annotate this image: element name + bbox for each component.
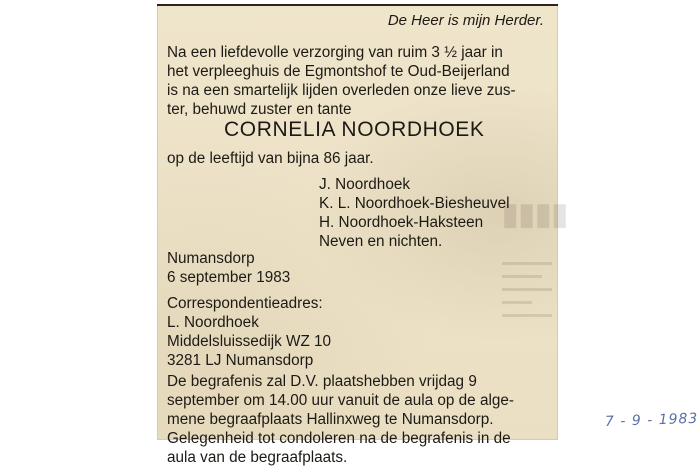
motto: De Heer is mijn Herder. <box>387 12 544 29</box>
family-member: J. Noordhoek <box>319 176 410 193</box>
age-line: op de leeftijd van bijna 86 jaar. <box>167 150 374 167</box>
funeral-line: De begrafenis zal D.V. plaatshebben vrijdag 9 <box>167 373 477 390</box>
correspondence-heading: Correspondentieadres: <box>167 295 323 312</box>
family-member: H. Noordhoek-Haksteen <box>319 214 484 231</box>
intro-line: het verpleeghuis de Egmontshof te Oud-Beijerland <box>167 63 510 80</box>
intro-line: Na een liefdevolle verzorging van ruim 3 ½ jaar in <box>167 44 503 61</box>
funeral-line: mene begraafplaats Hallinxweg te Numansdorp. <box>167 411 494 428</box>
funeral-line: Gelegenheid tot condoleren na de begrafenis in de <box>167 430 511 447</box>
intro-line: ter, behuwd zuster en tante <box>167 101 352 118</box>
correspondence-line: L. Noordhoek <box>167 314 259 331</box>
funeral-line: aula van de begraafplaats. <box>167 449 348 466</box>
correspondence-line: 3281 LJ Numansdorp <box>167 352 314 369</box>
family-member: Neven en nichten. <box>319 233 443 250</box>
handwritten-date: 7 - 9 - 1983 <box>604 410 699 430</box>
top-rule <box>157 4 558 6</box>
date: 6 september 1983 <box>167 269 291 286</box>
funeral-line: september om 14.00 uur vanuit de aula op de alge- <box>167 392 514 409</box>
intro-line: is na een smartelijk lijden overleden onze lieve zus- <box>167 82 516 99</box>
deceased-name: CORNELIA NOORDHOEK <box>224 118 485 141</box>
newspaper-clipping <box>157 4 569 466</box>
show-through-print: ▬▬▬▬▬ ▬▬▬▬ ▬▬▬▬▬ ▬▬▬ ▬▬▬▬▬ <box>502 257 552 320</box>
family-member: K. L. Noordhoek-Biesheuvel <box>319 195 510 212</box>
show-through-print: ▮▮▮▮ <box>502 198 569 231</box>
correspondence-line: Middelsluissedijk WZ 10 <box>167 333 332 350</box>
place: Numansdorp <box>167 250 255 267</box>
